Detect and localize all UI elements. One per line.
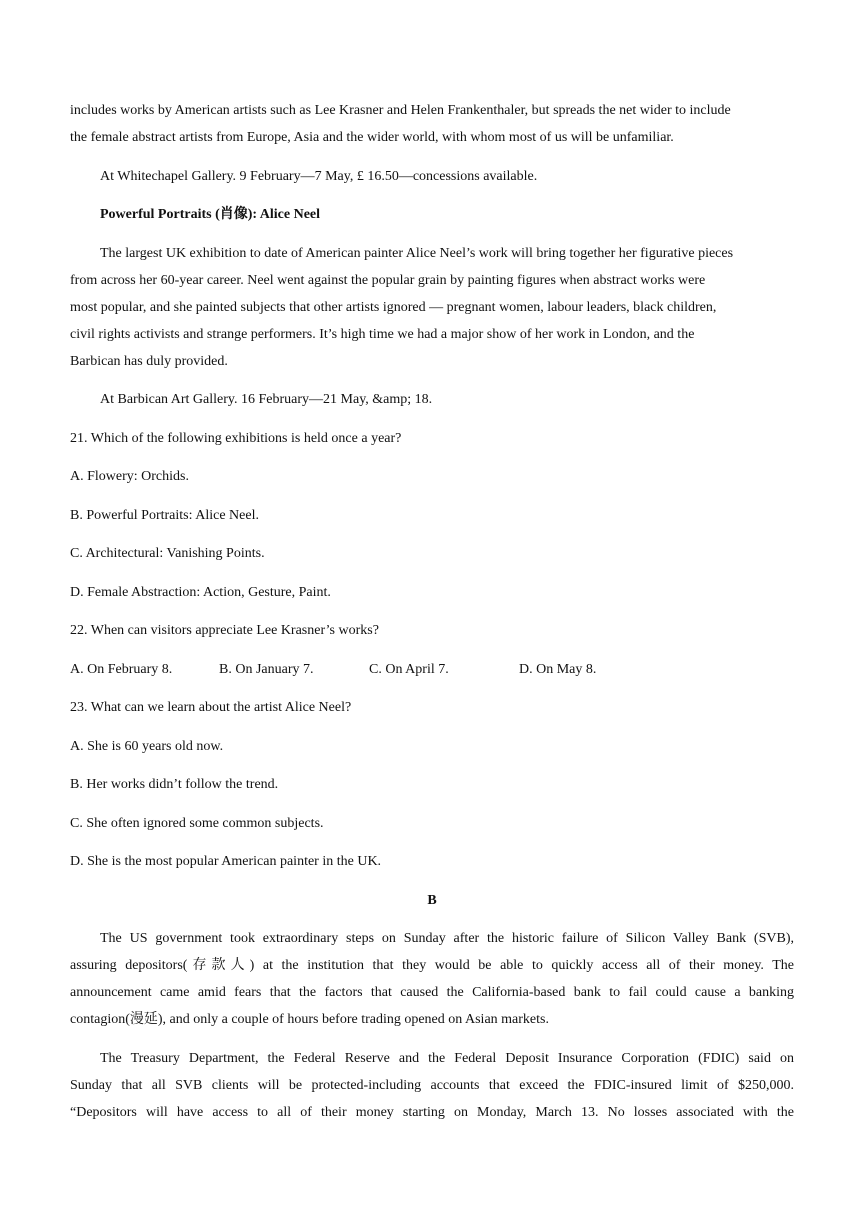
answer-option: D. She is the most popular American painter in the UK. xyxy=(70,854,382,869)
answer-option: A. She is 60 years old now. xyxy=(70,738,224,754)
answer-option: B. Her works didn’t follow the trend. xyxy=(70,777,279,792)
section-title: Powerful Portraits (肖像): Alice Neel xyxy=(100,207,321,222)
passage-text-line: The largest UK exhibition to date of American painter Alice Neel’s work will bring together her figurative pieces xyxy=(100,245,734,261)
passage-text-line: includes works by American artists such as Lee Krasner and Helen Frankenthaler, but spreads the net wider to include xyxy=(70,103,731,118)
answer-option: B. Powerful Portraits: Alice Neel. xyxy=(70,507,259,523)
answer-option: B. On January 7. xyxy=(219,661,314,677)
question-stem: 23. What can we learn about the artist Alice Neel? xyxy=(70,700,352,715)
answer-option: D. Female Abstraction: Action, Gesture, Paint. xyxy=(70,584,331,600)
answer-option: C. On April 7. xyxy=(369,661,449,677)
passage-text-line: Sunday that all SVB clients will be protected-including accounts that exceed the FDIC-insured limit of $250,000. xyxy=(70,1077,794,1093)
answer-option: C. Architectural: Vanishing Points. xyxy=(70,546,265,561)
passage-text-line: the female abstract artists from Europe, Asia and the wider world, with whom most of us will be unfamiliar. xyxy=(70,130,674,145)
answer-option: A. On February 8. xyxy=(70,661,173,677)
passage-text-line: “Depositors will have access to all of their money starting on Monday, March 13. No losses associated with the xyxy=(70,1104,794,1120)
question-stem: 22. When can visitors appreciate Lee Krasner’s works? xyxy=(70,623,379,638)
passage-text-line: The US government took extraordinary steps on Sunday after the historic failure of Silicon Valley Bank (SVB), xyxy=(100,931,794,946)
passage-heading: B xyxy=(427,892,437,908)
passage-text-line: civil rights activists and strange performers. It’s high time we had a major show of her work in London, and the xyxy=(70,326,695,342)
answer-option: C. She often ignored some common subjects. xyxy=(70,815,324,831)
passage-text-line: from across her 60-year career. Neel went against the popular grain by painting figures when abstract works were xyxy=(70,272,706,288)
document-page xyxy=(70,97,794,1126)
passage-text-line: The Treasury Department, the Federal Reserve and the Federal Deposit Insurance Corporation (FDIC) said on xyxy=(100,1050,794,1066)
passage-text-line: assuring depositors(存款人) at the institution that they would be able to quickly access all of their money. The xyxy=(70,958,794,973)
exhibition-info: At Whitechapel Gallery. 9 February—7 May, £ 16.50—concessions available. xyxy=(100,168,538,184)
answer-option: D. On May 8. xyxy=(519,661,597,677)
passage-text-line: Barbican has duly provided. xyxy=(70,353,228,369)
answer-option: A. Flowery: Orchids. xyxy=(70,469,189,484)
passage-text-line: most popular, and she painted subjects that other artists ignored — pregnant women, labour leaders, black children, xyxy=(70,299,717,315)
passage-text-line: contagion(漫延), and only a couple of hours before trading opened on Asian markets. xyxy=(70,1012,549,1027)
answer-options-row xyxy=(70,656,794,683)
question-stem: 21. Which of the following exhibitions is held once a year? xyxy=(70,430,402,446)
passage-text-line: announcement came amid fears that the factors that caused the California-based bank to fail could cause a banking xyxy=(70,985,794,1000)
exhibition-info: At Barbican Art Gallery. 16 February—21 May, &amp; 18. xyxy=(100,392,433,407)
